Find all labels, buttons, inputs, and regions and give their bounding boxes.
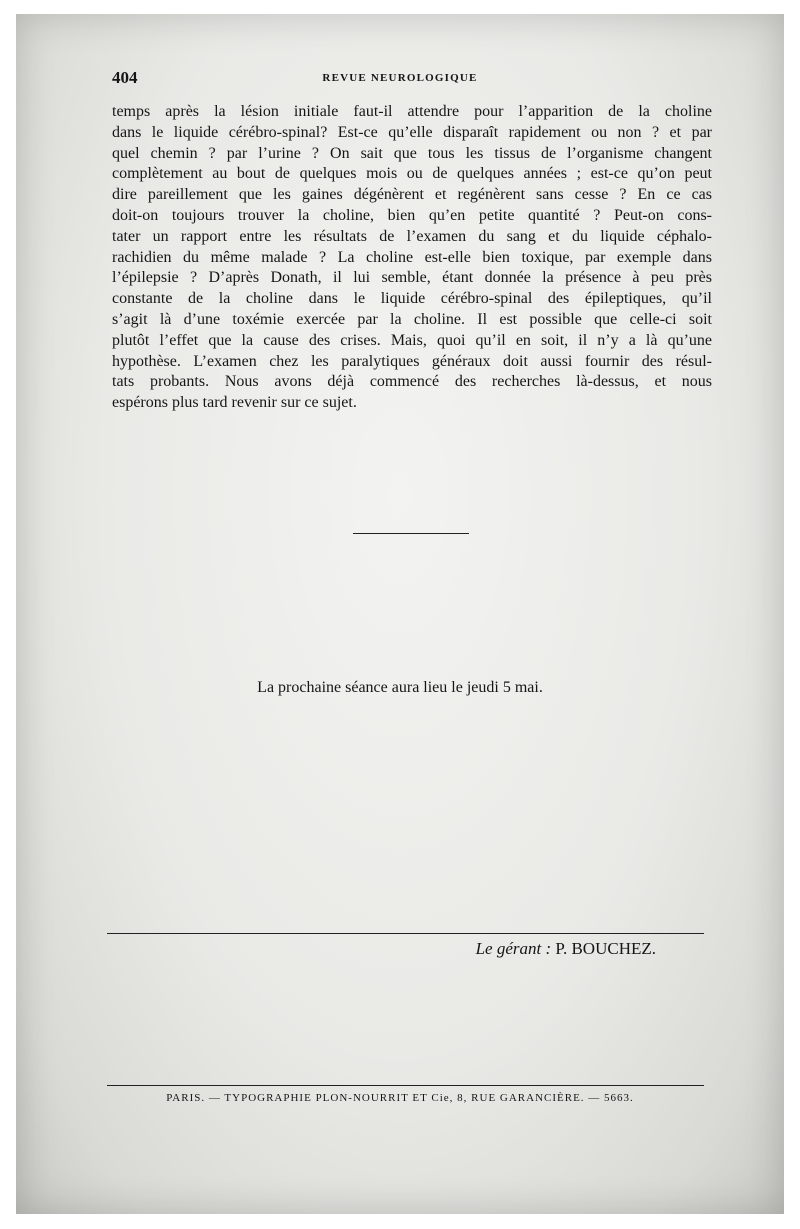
body-line: doit-on toujours trouver la choline, bien qu’en petite quantité ? Peut-on cons- — [112, 206, 712, 224]
body-line: rachidien du même malade ? La choline est-elle bien toxique, par exemple dans — [112, 248, 712, 266]
body-line: l’épilepsie ? D’après Donath, il lui semble, étant donnée la présence à peu près — [112, 269, 712, 287]
signature-label: Le gérant : — [475, 939, 552, 958]
body-line: temps après la lésion initiale faut-il attendre pour l’apparition de la choline — [112, 103, 712, 120]
body-line: tats probants. Nous avons déjà commencé des recherches là-dessus, et nous — [112, 373, 712, 391]
printer-imprint: PARIS. — TYPOGRAPHIE PLON-NOURRIT ET Cie, 8, RUE GARANCIÈRE. — 5663. — [166, 1092, 634, 1104]
body-line: plutôt l’effet que la cause des crises. Mais, quoi qu’il en soit, il n’y a là qu’une — [112, 331, 712, 349]
body-line: hypothèse. L’examen chez les paralytiques généraux doit aussi fournir des résul- — [112, 352, 712, 370]
body-line: dire pareillement que les gaines dégénèrent et regénèrent sans cesse ? En ce cas — [112, 186, 712, 204]
running-title: REVUE NEUROLOGIQUE — [322, 72, 478, 84]
body-line: complètement au bout de quelques mois ou de quelques années ; est-ce qu’on peut — [112, 165, 712, 183]
signature-rule — [107, 933, 704, 934]
body-line: espérons plus tard revenir sur ce sujet. — [112, 394, 357, 412]
signature-name: P. BOUCHEZ. — [555, 939, 656, 958]
body-line: dans le liquide cérébro-spinal? Est-ce qu’elle disparaît rapidement ou non ? et par — [112, 123, 712, 141]
imprint-rule — [107, 1085, 704, 1086]
next-session-announcement: La prochaine séance aura lieu le jeudi 5 mai. — [257, 679, 543, 696]
body-line: quel chemin ? par l’urine ? On sait que tous les tissus de l’organisme changent — [112, 144, 712, 162]
page-header — [0, 68, 800, 90]
body-paragraph — [112, 102, 712, 414]
signature — [476, 939, 656, 959]
body-line: tater un rapport entre les résultats de l’examen du sang et du liquide céphalo- — [112, 227, 712, 245]
section-separator — [353, 533, 469, 534]
body-line: s’agit là d’une toxémie exercée par la choline. Il est possible que celle-ci soit — [112, 310, 712, 328]
page-number: 404 — [112, 68, 138, 87]
body-line: constante de la choline dans le liquide cérébro-spinal des épileptiques, qu’il — [112, 290, 712, 308]
